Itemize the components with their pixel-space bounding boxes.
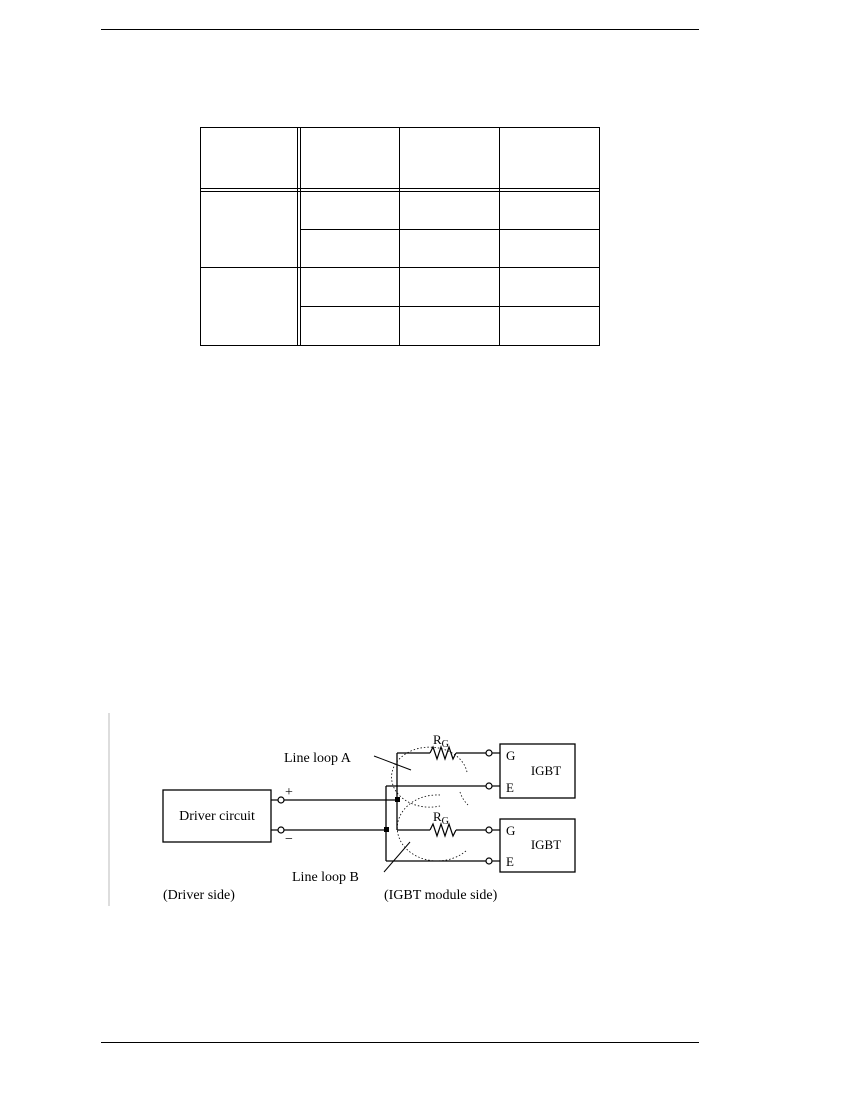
table-header-cell [500,127,599,188]
table-cell [400,307,499,345]
driver-circuit-label: Driver circuit [179,809,255,824]
driver-plus-terminal [278,797,284,803]
table-header-cell [400,127,499,188]
table-col-rule [297,127,298,346]
table-cell [400,192,499,229]
driver-minus-terminal [278,827,284,833]
loop-b-pointer [384,842,410,872]
lower-igbt-box [500,819,575,872]
table-cell [500,230,599,267]
upper-gate-resistor [430,747,456,759]
table-cell [200,268,297,345]
header-rule [101,29,699,30]
data-table [200,127,600,346]
module-side-caption: (IGBT module side) [384,888,498,903]
upper-rg-label: $R_G$ [433,732,449,750]
lower-emitter-terminal [486,858,492,864]
loop-b-arc [397,795,467,861]
junction-dot [395,797,400,802]
loop-a-arc [392,747,467,807]
lower-igbt-label: IGBT [530,837,562,852]
table-cell [500,192,599,229]
line-loop-b-label: Line loop B [292,870,359,885]
loop-a-pointer [374,756,411,770]
table-header-rule [200,188,600,189]
table-cell [301,230,399,267]
driver-circuit-box [163,790,271,842]
minus-sign: − [285,832,293,847]
plus-sign: + [285,785,293,800]
lower-gate-resistor [430,824,456,836]
table-header-cell [301,127,399,188]
lower-gate-label: G [506,823,516,838]
table-border-bottom [200,345,600,346]
upper-igbt-label: IGBT [530,763,562,778]
upper-emitter-label: E [506,780,514,795]
footer-rule [101,1042,699,1043]
upper-gate-label: G [506,748,516,763]
driver-side-caption: (Driver side) [163,888,235,903]
line-loop-a-label: Line loop A [284,751,351,766]
table-header-cell [200,127,297,188]
lower-emitter-label: E [506,854,514,869]
junction-dot [384,827,389,832]
table-cell [200,192,297,267]
table-cell [500,268,599,306]
table-cell [301,192,399,229]
table-cell [500,307,599,345]
table-cell [400,268,499,306]
lower-rg-label: $R_G$ [433,809,449,827]
table-cell [301,307,399,345]
table-cell [301,268,399,306]
lower-gate-terminal [486,827,492,833]
upper-igbt-box [500,744,575,798]
upper-gate-terminal [486,750,492,756]
loop-a-arc-tail [460,792,468,805]
table-border-right [599,127,600,346]
upper-emitter-terminal [486,783,492,789]
table-cell [400,230,499,267]
